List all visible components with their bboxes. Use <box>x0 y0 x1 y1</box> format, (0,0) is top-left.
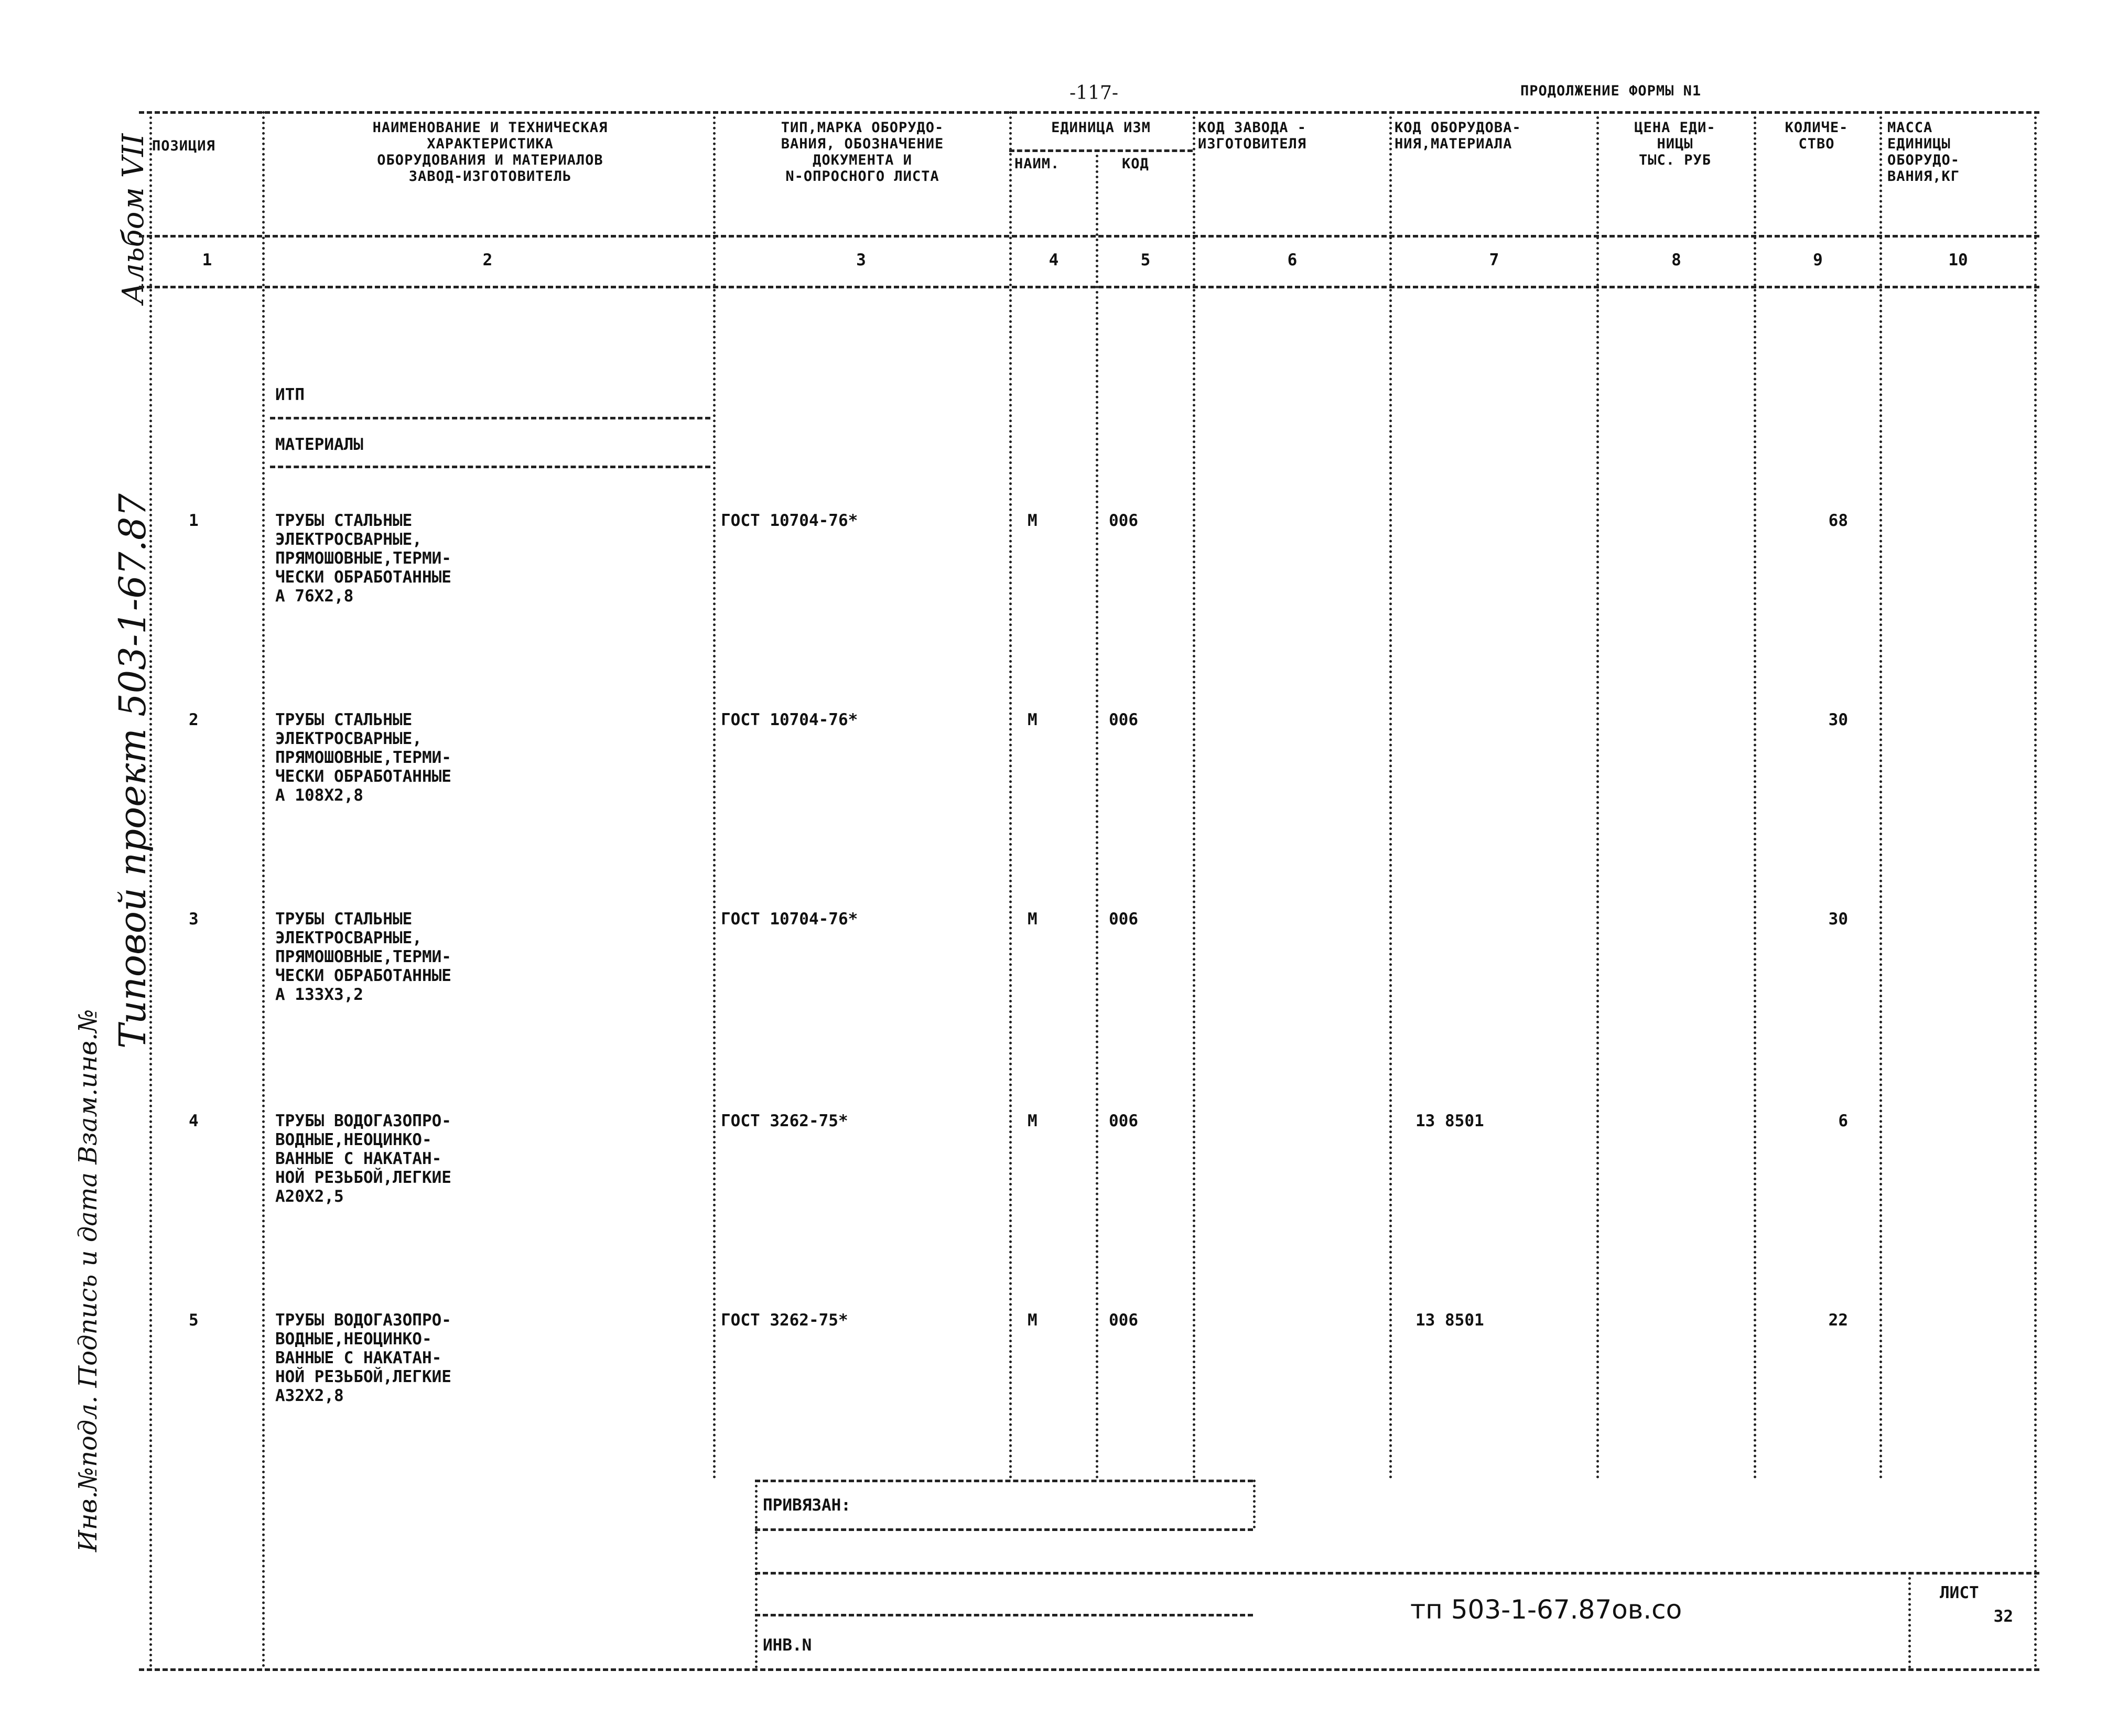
row-4-name: ТРУБЫ ВОДОГАЗОПРО- ВОДНЫЕ,НЕОЦИНКО- ВАННЫЕ С НАКАТАН- НОЙ РЕЗЬБОЙ,ЛЕГКИЕ А20Х2,5 <box>275 1112 451 1206</box>
row-4-position: 4 <box>189 1112 199 1130</box>
col-number-8: 8 <box>1671 251 1681 269</box>
row-2-quantity: 30 <box>1828 710 1848 729</box>
header-quantity: КОЛИЧЕ- СТВО <box>1785 120 1849 152</box>
row-5-code: 006 <box>1109 1311 1138 1330</box>
section-materials: МАТЕРИАЛЫ <box>275 435 363 454</box>
row-5-quantity: 22 <box>1828 1311 1848 1330</box>
stamp-line-c <box>1908 1572 1911 1668</box>
row-2-code: 006 <box>1109 710 1138 729</box>
row-1-code: 006 <box>1109 511 1138 530</box>
col-line-5 <box>1193 111 1195 1480</box>
header-type: ТИП,МАРКА ОБОРУДО- ВАНИЯ, ОБОЗНАЧЕНИЕ ДОКУМЕНТА И N-ОПРОСНОГО ЛИСТА <box>781 120 944 185</box>
side-stamp-labels: Инв.№подл. Подпись и дата Взам.инв.№ <box>73 1009 103 1552</box>
col-line-2 <box>713 111 716 1480</box>
header-plant-code: КОД ЗАВОДА - ИЗГОТОВИТЕЛЯ <box>1198 120 1307 152</box>
row-2-name: ТРУБЫ СТАЛЬНЫЕ ЭЛЕКТРОСВАРНЫЕ, ПРЯМОШОВНЫЕ,ТЕРМИ- ЧЕСКИ ОБРАБОТАННЫЕ А 108Х2,8 <box>275 710 451 805</box>
col-line-10 <box>2034 111 2037 1668</box>
row-2-unit: М <box>1028 710 1038 729</box>
rule-itp <box>270 417 710 419</box>
section-itp: ИТП <box>275 385 305 404</box>
header-price: ЦЕНА ЕДИ- НИЦЫ ТЫС. РУБ <box>1634 120 1716 168</box>
col-number-5: 5 <box>1140 251 1151 269</box>
stamp-sheet-label: ЛИСТ <box>1940 1583 1979 1602</box>
row-3-position: 3 <box>189 910 199 929</box>
stamp-inventory: ИНВ.N <box>763 1636 812 1655</box>
row-3-quantity: 30 <box>1828 910 1848 929</box>
col-line-1 <box>262 111 265 1668</box>
row-4-document: ГОСТ 3262-75* <box>721 1112 848 1130</box>
col-line-3 <box>1009 111 1012 1480</box>
page-number: -117- <box>1069 82 1119 104</box>
stamp-privyazan: ПРИВЯЗАН: <box>763 1496 851 1515</box>
header-position: ПОЗИЦИЯ <box>152 138 215 154</box>
rule-unit-split <box>1009 149 1193 152</box>
stamp-line-a <box>755 1480 758 1668</box>
col-line-4 <box>1096 149 1098 1480</box>
row-1-unit: М <box>1028 511 1038 530</box>
row-5-material-code: 13 8501 <box>1416 1311 1484 1330</box>
col-number-2: 2 <box>482 251 493 269</box>
row-3-name: ТРУБЫ СТАЛЬНЫЕ ЭЛЕКТРОСВАРНЫЕ, ПРЯМОШОВНЫЕ,ТЕРМИ- ЧЕСКИ ОБРАБОТАННЫЕ А 133Х3,2 <box>275 910 451 1004</box>
rule-bottom <box>139 1668 2039 1671</box>
row-4-material-code: 13 8501 <box>1416 1112 1484 1130</box>
rule-stamp-1 <box>755 1480 1253 1482</box>
row-4-unit: М <box>1028 1112 1038 1130</box>
col-line-0 <box>149 111 152 1668</box>
rule-stamp-3 <box>755 1572 2039 1575</box>
col-line-8 <box>1754 111 1756 1480</box>
row-1-name: ТРУБЫ СТАЛЬНЫЕ ЭЛЕКТРОСВАРНЫЕ, ПРЯМОШОВНЫЕ,ТЕРМИ- ЧЕСКИ ОБРАБОТАННЫЕ А 76Х2,8 <box>275 511 451 606</box>
col-line-7 <box>1596 111 1599 1480</box>
col-line-6 <box>1389 111 1392 1480</box>
side-album: Альбом VII <box>116 133 150 304</box>
header-material-code: КОД ОБОРУДОВА- НИЯ,МАТЕРИАЛА <box>1395 120 1521 152</box>
row-5-unit: М <box>1028 1311 1038 1330</box>
row-3-unit: М <box>1028 910 1038 929</box>
row-5-document: ГОСТ 3262-75* <box>721 1311 848 1330</box>
row-2-document: ГОСТ 10704-76* <box>721 710 858 729</box>
row-3-code: 006 <box>1109 910 1138 929</box>
rule-stamp-4 <box>755 1614 1253 1616</box>
header-unit: ЕДИНИЦА ИЗМ <box>1051 120 1151 136</box>
row-5-position: 5 <box>189 1311 199 1330</box>
rule-stamp-2 <box>755 1528 1253 1531</box>
col-number-9: 9 <box>1813 251 1823 269</box>
stamp-document-code: тп 503-1-67.87ов.со <box>1410 1594 1682 1625</box>
col-number-6: 6 <box>1287 251 1298 269</box>
header-name: НАИМЕНОВАНИЕ И ТЕХНИЧЕСКАЯ ХАРАКТЕРИСТИКА ОБОРУДОВАНИЯ И МАТЕРИАЛОВ ЗАВОД-ИЗГОТОВИТЕЛЬ <box>372 120 608 185</box>
row-4-quantity: 6 <box>1838 1112 1848 1130</box>
col-number-3: 3 <box>856 251 866 269</box>
col-number-10: 10 <box>1948 251 1968 269</box>
col-number-1: 1 <box>202 251 212 269</box>
stamp-sheet-number: 32 <box>1993 1607 2013 1626</box>
rule-materials <box>270 466 710 468</box>
header-unit-code: КОД <box>1122 156 1149 172</box>
continuation-label: ПРОДОЛЖЕНИЕ ФОРМЫ N1 <box>1520 83 1702 99</box>
row-3-document: ГОСТ 10704-76* <box>721 910 858 929</box>
row-1-position: 1 <box>189 511 199 530</box>
stamp-line-b <box>1253 1480 1256 1528</box>
col-line-9 <box>1879 111 1882 1480</box>
header-unit-name: НАИМ. <box>1014 156 1060 172</box>
side-project: Типовой проект 503-1-67.87 <box>111 493 154 1049</box>
row-1-document: ГОСТ 10704-76* <box>721 511 858 530</box>
row-1-quantity: 68 <box>1828 511 1848 530</box>
row-4-code: 006 <box>1109 1112 1138 1130</box>
row-5-name: ТРУБЫ ВОДОГАЗОПРО- ВОДНЫЕ,НЕОЦИНКО- ВАННЫЕ С НАКАТАН- НОЙ РЕЗЬБОЙ,ЛЕГКИЕ А32Х2,8 <box>275 1311 451 1405</box>
row-2-position: 2 <box>189 710 199 729</box>
header-mass: МАССА ЕДИНИЦЫ ОБОРУДО- ВАНИЯ,КГ <box>1887 120 1960 185</box>
col-number-4: 4 <box>1049 251 1059 269</box>
col-number-7: 7 <box>1489 251 1499 269</box>
